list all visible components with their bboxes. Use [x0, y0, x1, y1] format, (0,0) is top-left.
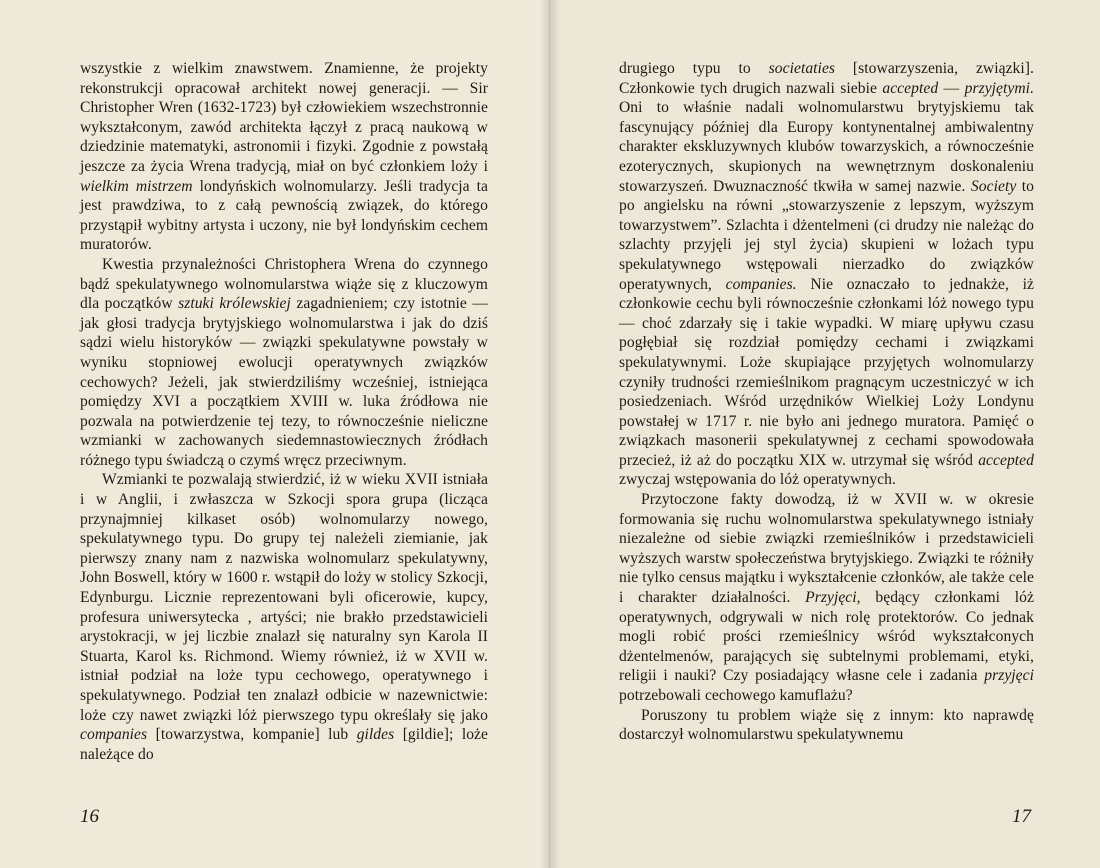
paragraph: drugiego typu to societaties [stowarzyszenia, związki]. Członkowie tych drugich nazwali siebie accepted — przyjętymi. Oni to właśnie nadali wolnomularstwu brytyjskiemu tak fascynujący później dla Europy kontynentalnej ambiwalentny charakter ekskluzywnych klubów towarzyskich, a równocześnie ezoterycznych, skupionych na wewnętrznym doskonaleniu stowarzyszeń. Dwuznaczność tkwiła w samej nazwie. Society to po angielsku na równi „stowarzyszenie z lepszym, wyższym towarzystwem”. Szlachta i dżentelmeni (ci drudzy nie należąc do szlachty przyjęli jej styl życia) skupieni w lożach typu spekulatywnego wstępowali nierzadko do związków operatywnych, companies. Nie oznaczało to jednakże, iż członkowie cechu byli równocześnie członkami lóż nowego typu — choć zdarzały się i takie wypadki. W miarę upływu czasu pogłębiał się rozdział pomiędzy cechami i związkami spekulatywnymi. Loże skupiające przyjętych wolnomularzy czyniły trudności rzemieślnikom pragnącym uczestniczyć w ich posiedzeniach. Wśród urzędników Wielkiej Loży Londynu powstałej w 1717 r. nie było ani jednego muratora. Pamięć o związkach masonerii spekulatywnej z cechami spowodowała przecież, iż aż do początku XIX w. utrzymał się wśród accepted zwyczaj wstępowania do lóż operatywnych.: [619, 60, 1035, 489]
page-number-right: 17: [1012, 806, 1031, 827]
paragraph: Wzmianki te pozwalają stwierdzić, iż w wieku XVII istniała i w Anglii, i zwłaszcza w Szkocji spora grupa (licząca przynajmniej kilkaset osób) wolnomularzy nowego, spekulatywnego typu. Do grupy tej należeli ziemianie, jak pierwszy znany nam z nazwiska wolnomularz spekulatywny, John Boswell, który w 1600 r. wstąpił do loży w stolicy Szkocji, Edynburgu. Licznie reprezentowani byli oficerowie, kupcy, profesura uniwersytecka , artyści; nie brakło przedstawicieli arystokracji, w jej liczbie znalazł się naturalny syn Karola II Stuarta, Karol ks. Richmond. Wiemy również, iż w XVII w. istniał podział na loże typu cechowego, operatywnego i spekulatywnego. Podział ten znalazł odbicie w nazewnictwie: loże czy nawet związki lóż pierwszego typu określały się jako companies [towarzystwa, kompanie] lub gildes [gildie]; loże należące do: [80, 471, 488, 763]
page-number-left: 16: [80, 806, 99, 827]
right-page-text: [619, 59, 1034, 745]
book-gutter: [540, 0, 560, 868]
paragraph: Poruszony tu problem wiąże się z innym: kto naprawdę dostarczył wolnomularstwu spekulatywnemu: [619, 706, 1034, 744]
paragraph: Kwestia przynależności Christophera Wrena do czynnego bądź spekulatywnego wolnomularstwa wiąże się z kluczowym dla początków sztuki królewskiej zagadnieniem; czy istotnie — jak głosi tradycja brytyjskiego wolnomularstwa i jak do dziś sądzi wielu historyków — związki spekulatywne powstały w wyniku stopniowej ewolucji operatywnych związków cechowych? Jeżeli, jak stwierdziliśmy wcześniej, istniejąca pomiędzy XVI a początkiem XVIII w. luka źródłowa nie pozwala na potwierdzenie tej tezy, to równocześnie nieliczne wzmianki w zachowanych siedemnastowiecznych źródłach różnego typu świadczą o czymś wręcz przeciwnym.: [80, 255, 488, 469]
paragraph: wszystkie z wielkim znawstwem. Znamienne, że projekty rekonstrukcji opracował architekt nowej generacji. — Sir Christopher Wren (1632-1723) był człowiekiem wszechstronnie wykształconym, zawód architekta łączył z pracą naukową w dziedzinie matematyki, astronomii i fizyki. Zgodnie z powstałą jeszcze za życia Wrena tradycją, miał on być członkiem loży i wielkim mistrzem londyńskich wolnomularzy. Jeśli tradycja ta jest prawdziwa, to z całą pewnością związek, do którego przystąpił wybitny artysta i uczony, nie był londyńskim cechem muratorów.: [80, 60, 489, 254]
left-page: [0, 0, 548, 868]
left-page-text: [80, 59, 488, 764]
paragraph: Przytoczone fakty dowodzą, iż w XVII w. w okresie formowania się ruchu wolnomularstwa spekulatywnego istniały niezależne od siebie związki rzemieślników i przedstawicieli wyższych warstw społeczeństwa brytyjskiego. Związki te różniły nie tylko census majątku i wykształcenie członków, ale także cele i charakter działalności. Przyjęci, będący członkami lóż operatywnych, odgrywali w nich rolę protektorów. Co jednak mogli robić prości rzemieślnicy wśród wykształconych dżentelmenów, parających się subtelnymi problemami, etyki, religii i nauki? Czy posiadający własne cele i zadania przyjęci potrzebowali cechowego kamuflażu?: [619, 491, 1034, 704]
